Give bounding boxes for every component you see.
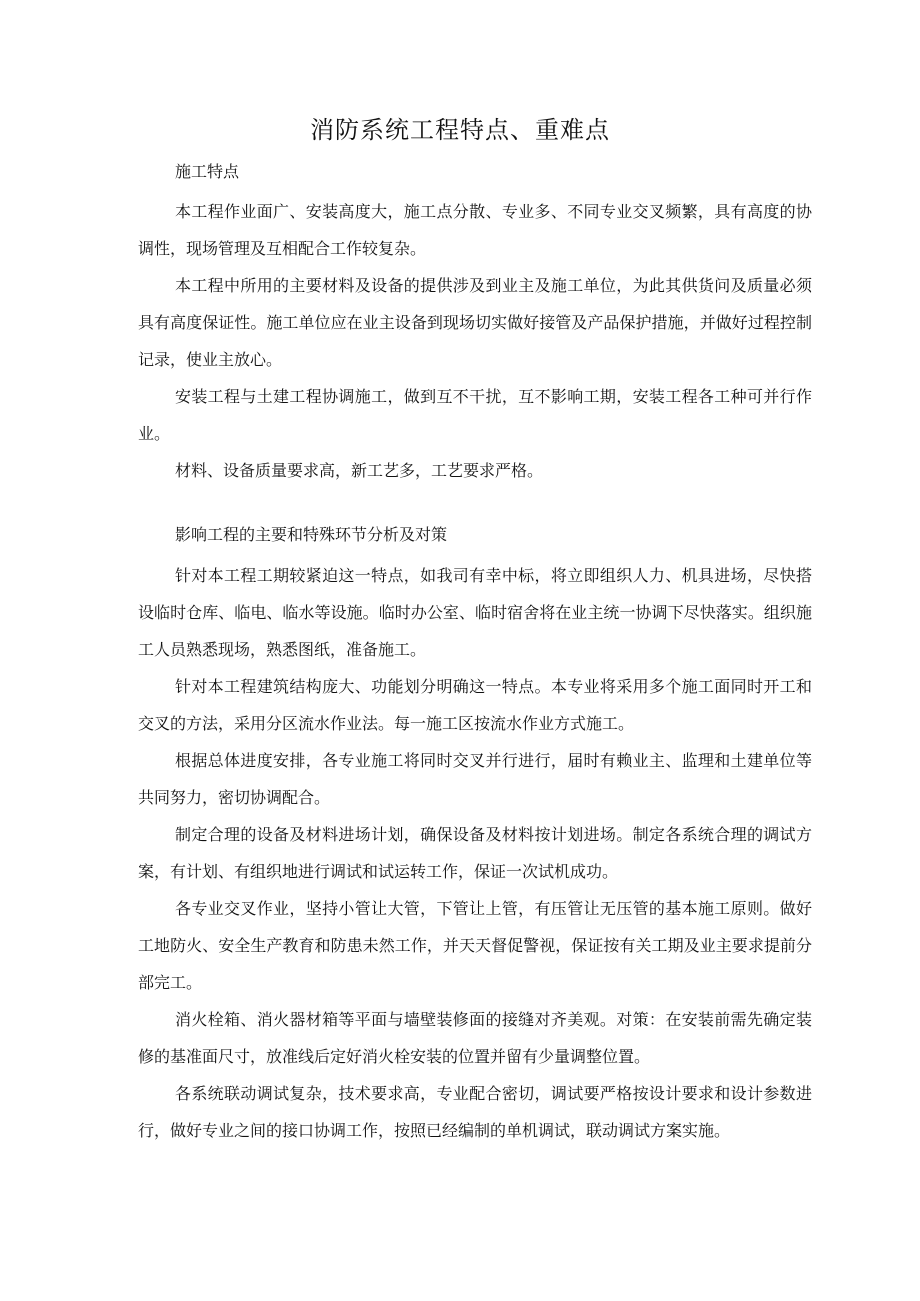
paragraph: 各系统联动调试复杂，技术要求高，专业配合密切，调试要严格按设计要求和设计参数进行，做好专业之间的接口协调工作，按照已经编制的单机调试，联动调试方案实施。: [138, 1084, 812, 1140]
paragraph: 本工程中所用的主要材料及设备的提供涉及到业主及施工单位，为此其供货问及质量必须具有高度保证性。施工单位应在业主设备到现场切实做好接管及产品保护措施，并做好过程控制记录，使业主放心。: [138, 276, 812, 369]
section-heading-key-links-analysis: 影响工程的主要和特殊环节分析及对策: [175, 525, 448, 544]
paragraph: 针对本工程建筑结构庞大、功能划分明确这一特点。本专业将采用多个施工面同时开工和交叉的方法，采用分区流水作业法。每一施工区按流水作业方式施工。: [138, 677, 812, 733]
paragraph: 针对本工程工期较紧迫这一特点，如我司有幸中标，将立即组织人力、机具进场，尽快搭设临时仓库、临电、临水等设施。临时办公室、临时宿舍将在业主统一协调下尽快落实。组织施工人员熟悉现场，熟悉图纸，准备施工。: [138, 566, 812, 659]
paragraph: 制定合理的设备及材料进场计划，确保设备及材料按计划进场。制定各系统合理的调试方案，有计划、有组织地进行调试和试运转工作，保证一次试机成功。: [138, 825, 812, 881]
paragraph: 材料、设备质量要求高，新工艺多，工艺要求严格。: [175, 461, 544, 480]
paragraph: 根据总体进度安排，各专业施工将同时交叉并行进行，届时有赖业主、监理和土建单位等共同努力，密切协调配合。: [138, 751, 812, 807]
paragraph: 各专业交叉作业，坚持小管让大管，下管让上管，有压管让无压管的基本施工原则。做好工地防火、安全生产教育和防患未然工作，并天天督促警视，保证按有关工期及业主要求提前分部完工。: [138, 899, 812, 992]
paragraph: 安装工程与土建工程协调施工，做到互不干扰，互不影响工期，安装工程各工种可并行作业。: [138, 387, 812, 443]
paragraph: 本工程作业面广、安装高度大，施工点分散、专业多、不同专业交叉频繁，具有高度的协调性，现场管理及互相配合工作较复杂。: [138, 202, 812, 258]
document-title: 消防系统工程特点、重难点: [310, 116, 610, 144]
paragraph: 消火栓箱、消火器材箱等平面与墙壁装修面的接缝对齐美观。对策：在安装前需先确定装修的基准面尺寸，放准线后定好消火栓安装的位置并留有少量调整位置。: [138, 1010, 812, 1066]
section-heading-construction-features: 施工特点: [175, 162, 240, 181]
